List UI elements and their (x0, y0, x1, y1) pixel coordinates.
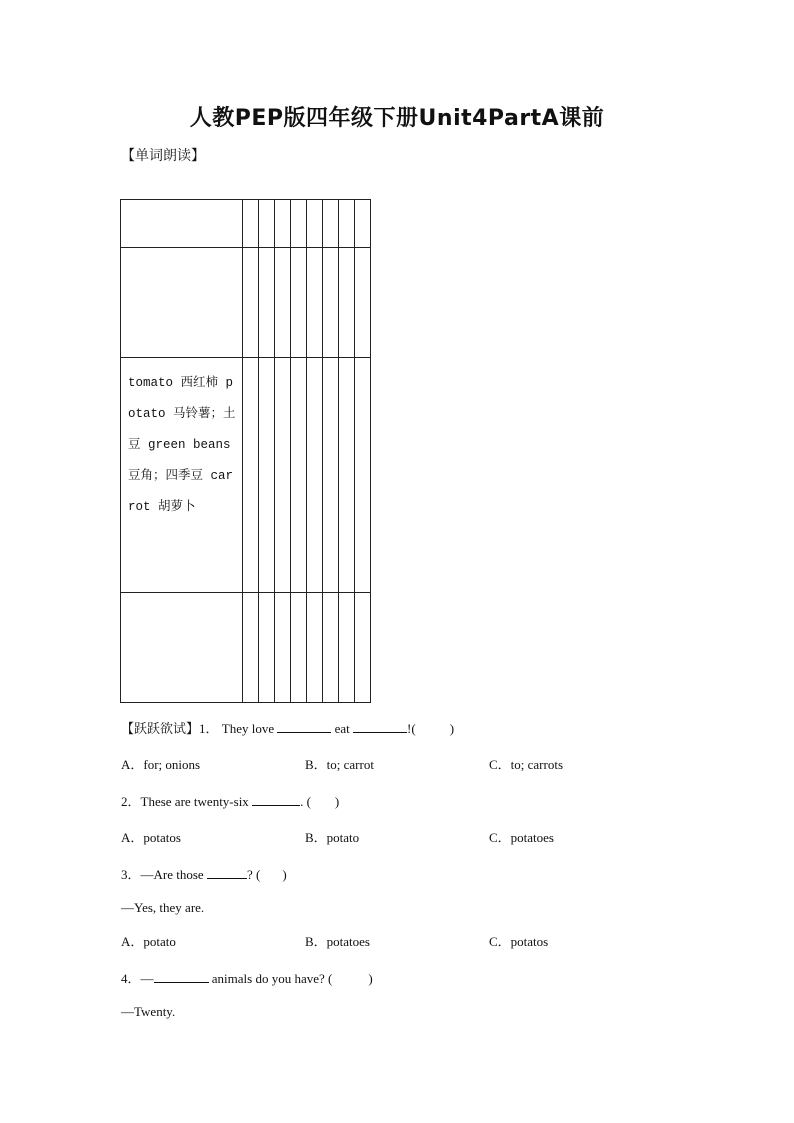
question-number: 3． (121, 867, 141, 882)
answer-line: —Twenty. (121, 1004, 176, 1019)
page-title: 人教PEP版四年级下册Unit4PartA课前 (189, 106, 605, 131)
table-cell (121, 248, 243, 358)
question-number: 2． (121, 794, 141, 809)
table-row (121, 358, 371, 593)
question-3: 3．—Are those ? ( ) (121, 867, 287, 882)
option-c[interactable]: C．to; carrots (489, 757, 564, 772)
vocab-words: tomato 西红柿 potato 马铃薯；土豆 green beans 豆角；四季豆 carrot 胡萝卜 (128, 376, 236, 514)
table-row (121, 248, 371, 358)
answer-line: —Yes, they are. (121, 900, 205, 915)
question-2: 2．These are twenty-six . ( ) (121, 794, 340, 809)
answer-blank[interactable] (353, 720, 407, 733)
option-b[interactable]: B．potato (305, 830, 360, 845)
answer-blank[interactable] (277, 720, 331, 733)
answer-blank[interactable] (207, 866, 247, 879)
question-4: 4．— animals do you have? ( ) (121, 971, 373, 986)
table-row (121, 200, 371, 248)
option-a[interactable]: A．potato (121, 934, 176, 949)
answer-blank[interactable] (252, 793, 300, 806)
option-b[interactable]: B．to; carrot (305, 757, 374, 772)
question-number: 1． (199, 721, 219, 736)
option-a[interactable]: A．potatos (121, 830, 181, 845)
option-a[interactable]: A．for; onions (121, 757, 201, 772)
question-1: 【跃跃欲试】1． They love eat !( ) (121, 721, 455, 737)
option-b[interactable]: B．potatoes (305, 934, 370, 949)
answer-blank[interactable] (154, 970, 209, 983)
option-c[interactable]: C．potatoes (489, 830, 554, 845)
question-number: 4． (121, 971, 141, 986)
table-cell (121, 593, 243, 703)
vocab-table (120, 199, 371, 703)
vocab-words-cell (121, 358, 243, 593)
option-c[interactable]: C．potatos (489, 934, 549, 949)
section-heading-quiz: 【跃跃欲试】 (121, 722, 200, 737)
table-row (121, 593, 371, 703)
table-cell (121, 200, 243, 248)
section-heading-vocab: 【单词朗读】 (121, 148, 205, 164)
